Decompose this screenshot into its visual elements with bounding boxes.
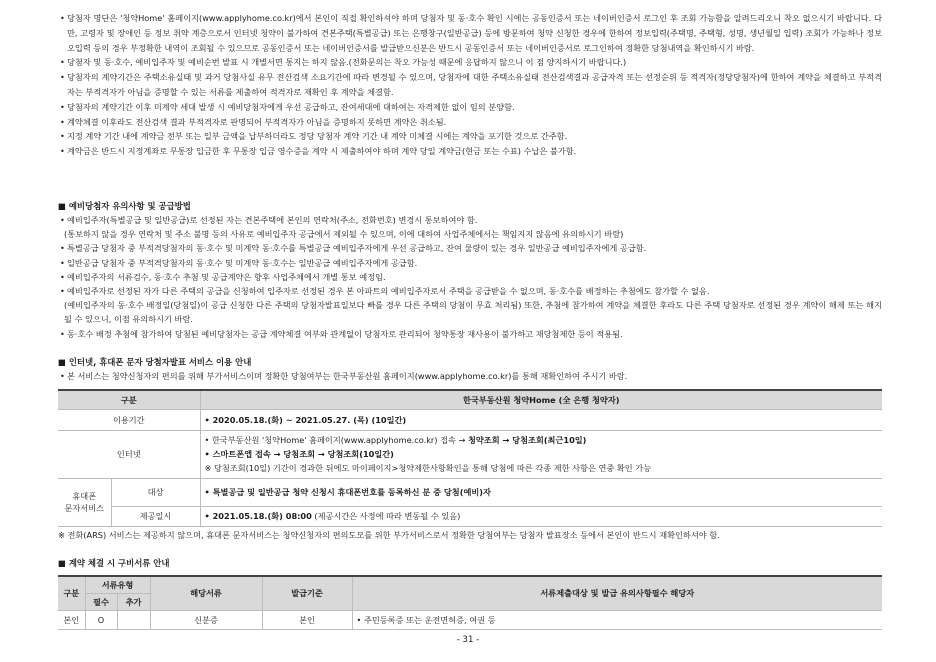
list-item	[58, 100, 882, 115]
list-item	[58, 369, 882, 383]
cell-issue-basis: 본인	[262, 610, 352, 629]
list-item-text: 지정 계약 기간 내에 계약금 전부 또는 일부 금액을 납부하더라도 정당 당첨자 계약 기간 내 계약 미체결 시에는 계약을 포기한 것으로 간주함.	[67, 131, 568, 142]
bullet-mark: •	[60, 72, 65, 83]
row-label-sms: 휴대폰 문자서비스	[58, 478, 111, 526]
table-row	[58, 506, 882, 526]
sms-time-datetime: • 2021.05.18.(화) 08:00	[204, 511, 312, 521]
list-item-text: 계약체결 이후라도 전산검색 결과 부적격자로 판명되어 부적격자가 아님을 증명하지 못하면 계약은 취소됨.	[67, 116, 447, 127]
list-item	[58, 11, 882, 55]
list-item	[58, 115, 882, 130]
table-header-row	[58, 576, 882, 593]
list-item-text: 예비입주자로 선정된 자가 다른 주택의 공급을 신청하여 입주자로 선정된 경우 본 아파트의 예비입주자로서 주택을 공급받을 수 없으며, 동·호수를 배정하는 추첨에도 참가할 수 없음.	[67, 286, 710, 297]
sms-time-label: 제공일시	[111, 506, 200, 526]
bullet-mark: •	[60, 286, 65, 297]
announcement-service-table	[58, 389, 882, 527]
cell-required: O	[85, 610, 117, 629]
header-provider: 한국부동산원 청약Home (全 은행 청약자)	[200, 390, 882, 409]
list-item-text: 당첨자의 계약기간 이후 미계약 세대 발생 시 예비당첨자에게 우선 공급하고, 잔여세대에 대하여는 자격제한 없이 임의 분양함.	[67, 101, 515, 112]
cell-document: 신분증	[150, 610, 262, 629]
list-item	[58, 270, 882, 284]
sms-time-value	[200, 506, 882, 526]
service-footnote: ※ 전화(ARS) 서비스는 제공하지 않으며, 휴대폰 문자서비스는 청약신청자의 편의도모를 위한 부가서비스로서 정확한 당첨여부는 당첨자 발표장소 등에서 본인이 반드시 재확인하셔야 함.	[58, 530, 720, 540]
list-item-text: 당첨자의 계약기간은 주택소유실태 및 과거 당첨사실 유무 전산검색 소요기간에 따라 변경될 수 있으며, 당첨자에 대한 주택소유실태 전산검색결과 공급자격 또는 선정순위 등 적격자(정당당첨자)에 한하여 계약을 체결하고 부적격자는 부적격자가 아님을 증명할 수 있는 서류를 제출하여 적격자로 재확인 후 계약을 체결함.	[67, 72, 882, 97]
list-item-text: 계약금은 반드시 지정계좌로 무통장 입금한 후 무통장 입금 영수증을 계약 시 제출하여야 하며 계약 당일 계약금(현금 또는 수표) 수납은 불가함.	[67, 146, 577, 157]
period-value: • 2020.05.18.(화) ~ 2021.05.27. (목) (10일간)	[200, 409, 882, 430]
internet-web-path: • 한국부동산원 '청약Home' 홈페이지(www.applyhome.co.kr) 접속 →	[204, 435, 468, 445]
list-item	[58, 55, 882, 70]
table-row	[58, 430, 882, 478]
table-row	[58, 478, 882, 506]
list-item	[58, 213, 882, 241]
header-additional: 추가	[117, 593, 150, 610]
header-notes: 서류제출대상 및 발급 유의사항필수 해당자	[352, 576, 882, 610]
row-label-internet: 인터넷	[58, 430, 200, 478]
bullet-mark: •	[60, 101, 65, 112]
list-item	[58, 129, 882, 144]
list-item-text: 동·호수 배정 추첨에 참가하여 당첨된 예비당첨자는 공급 계약체결 여부와 관계없이 당첨자로 관리되어 청약통장 재사용이 불가하고 재당첨제한 등이 적용됨.	[67, 328, 623, 339]
section-heading-documents: ■ 계약 체결 시 구비서류 안내	[58, 558, 170, 568]
bullet-mark: •	[60, 271, 65, 282]
bullet-mark: •	[60, 215, 65, 225]
internet-line-note: ※ 당첨조회(10일) 기간이 경과한 뒤에도 마이페이지>청약제한사항확인을 통해 당첨에 따른 각종 제한 사항은 연중 확인 가능	[204, 463, 652, 473]
reserve-notice-list	[58, 213, 882, 341]
row-label-period: 이용기간	[58, 409, 200, 430]
list-item	[58, 327, 882, 341]
bullet-mark: •	[60, 328, 65, 339]
table-header-row	[58, 390, 882, 409]
header-issue-basis: 발급기준	[262, 576, 352, 610]
list-item-subnote: (통보하지 않을 경우 연락처 및 주소 불명 등의 사유로 예비입주자 공급에서 제외될 수 있으며, 이에 대하여 사업주체에서는 책임지지 않음에 유의하시기 바람)	[64, 229, 624, 240]
table-row	[58, 610, 882, 629]
internet-web-menu: 청약조회 → 당첨조회(최근10일)	[467, 435, 587, 445]
list-item	[58, 144, 882, 159]
list-item-text: 일반공급 당첨자 중 부적격당첨자의 동·호수 및 미계약 동·호수는 일반공급 예비입주자에게 공급함.	[67, 257, 418, 268]
section-heading-reserve: ■ 예비당첨자 유의사항 및 공급방법	[58, 201, 191, 211]
list-item-text: 당첨자 명단은 '청약Home' 홈페이지(www.applyhome.co.kr)에서 본인이 직접 확인하셔야 하며 당첨자 및 동·호수 확인 시에는 공동인증서 또는 네이버인증서 로그인 후 조회 가능함을 알려드리오니 착오 없으시기 바랍니다. 다만, 고령자 및 장애인 등 정보 취약 계층으로서 인터넷 청약이 불가하여 견본주택(특별공급) 또는 은행창구(일반공급) 등에 방문하여 청약 신청한 경우에 한하여 정보입력(주택명, 주택형, 성명, 생년월일 입력) 조회가 가능하나 정보 오입력 등의 경우 부정확한 내역이 조회될 수 있으므로 공동인증서 또는 네이버인증서를 발급받으신분은 반드시 공동인증서 또는 네이버인증서로 로그인하여 정확한 당첨내역을 확인하시기 바람.	[67, 13, 882, 53]
bullet-mark: •	[60, 243, 65, 254]
bullet-mark: •	[60, 257, 65, 268]
list-item	[58, 256, 882, 270]
list-item-text: 예비입주자(특별공급 및 일반공급)로 선정된 자는 견본주택에 본인의 연락처(주소, 전화번호) 변경시 통보하여야 함.	[67, 215, 478, 225]
winner-notice-list	[58, 11, 882, 159]
header-category: 구분	[58, 576, 85, 610]
bullet-mark: •	[60, 371, 65, 381]
list-item-subnote: (예비입주자의 동·호수 배정일(당첨일)이 공급 신청한 다른 주택의 당첨자발표일보다 빠를 경우 다른 주택의 당첨이 무효 처리됨) 또한, 추첨에 참가하여 계약을 체결한 후라도 다른 주택 당첨자로 선정된 경우 계약이 해제 또는 해지될 수 있으니, 이점 유의하시기 바람.	[64, 300, 882, 325]
contract-documents-table	[58, 575, 882, 630]
section-heading-service: ■ 인터넷, 휴대폰 문자 당첨자발표 서비스 이용 안내	[58, 357, 252, 367]
cell-notes: • 주민등록증 또는 운전면허증, 여권 등	[352, 610, 882, 629]
internet-line-web	[205, 433, 879, 447]
internet-line-app: • 스마트폰앱 접속 → 당첨조회 → 당첨조회(10일간)	[204, 449, 394, 459]
list-item	[58, 241, 882, 255]
bullet-mark: •	[60, 13, 65, 23]
bullet-mark: •	[60, 146, 65, 157]
header-required: 필수	[85, 593, 117, 610]
table-row	[58, 409, 882, 430]
list-item	[58, 70, 882, 100]
sms-target-label: 대상	[111, 478, 200, 506]
bullet-mark: •	[60, 131, 65, 142]
service-notice-list	[58, 369, 882, 383]
list-item-text: 당첨자 및 동·호수, 예비입주자 및 예비순번 발표 시 개별서면 통지는 하지 않음.(전화문의는 착오 가능성 때문에 응답하지 않으니 이 점 양지하시기 바랍니다.)	[67, 57, 627, 68]
sms-time-caveat: (제공시간은 사정에 따라 변동될 수 있음)	[311, 511, 461, 521]
header-category: 구분	[58, 390, 200, 409]
list-item-text: 예비입주자의 서류검수, 동·호수 추첨 및 공급계약은 향후 사업주체에서 개별 통보 예정임.	[67, 271, 386, 282]
list-item	[58, 284, 882, 327]
bullet-mark: •	[60, 116, 65, 127]
list-item-text: 특별공급 당첨자 중 부적격당첨자의 동·호수 및 미계약 동·호수를 특별공급 예비입주자에게 우선 공급하고, 잔여 물량이 있는 경우 일반공급 예비입주자에게 공급함.	[67, 243, 647, 254]
header-doc-type: 서류유형	[85, 576, 150, 593]
sms-target-value: • 특별공급 및 일반공급 청약 신청시 휴대폰번호를 등록하신 분 중 당첨(예비)자	[200, 478, 882, 506]
bullet-mark: •	[60, 57, 65, 68]
cell-additional	[117, 610, 150, 629]
cell-category: 본인	[58, 610, 85, 629]
list-item-text: 본 서비스는 청약신청자의 편의를 위해 부가서비스이며 정확한 당첨여부는 한국부동산원 홈페이지(www.applyhome.co.kr)를 통해 재확인하여 주시기 바람.	[67, 371, 628, 381]
header-document: 해당서류	[150, 576, 262, 610]
page-number: - 31 -	[456, 635, 480, 645]
internet-details	[200, 430, 882, 478]
